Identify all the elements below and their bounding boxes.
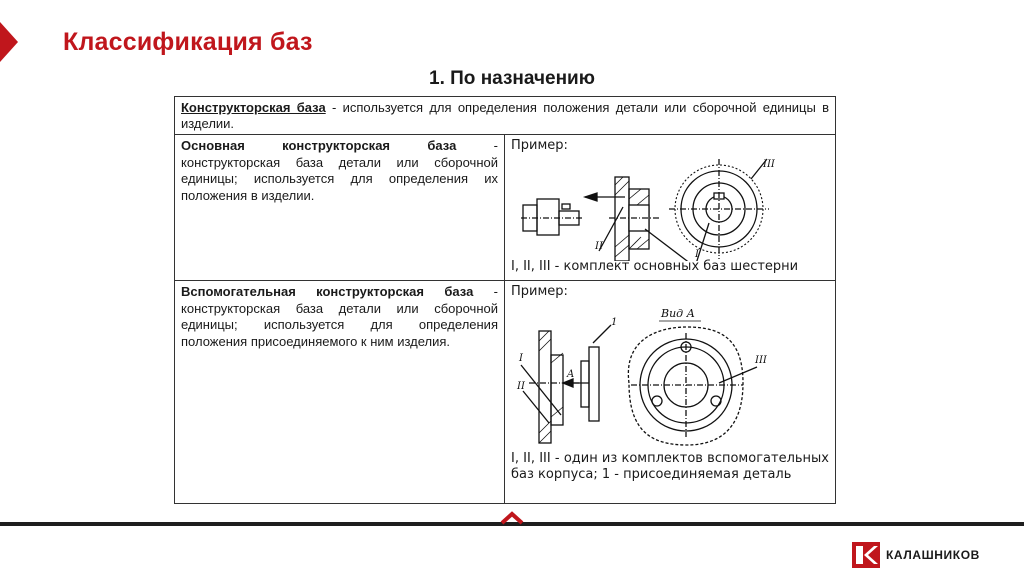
main-base-caption: I, II, III - комплект основных баз шестерни: [511, 259, 799, 274]
mark-i: I: [695, 249, 699, 260]
main-base-term: Основная конструкторская база: [181, 138, 457, 153]
aux-base-definition: - конструкторская база детали или сборочной единицы; используется для определения положения присоединяемого к ним изделия.: [181, 284, 498, 349]
mark-iii: III: [763, 159, 775, 170]
mark-a: A: [567, 369, 575, 380]
example-label: Пример:: [511, 284, 568, 299]
row-main-base-definition: [175, 135, 505, 281]
red-chevron-icon: [0, 22, 18, 62]
page-title: Классификация баз: [63, 28, 313, 56]
mark-iii: III: [755, 355, 767, 366]
kalashnikov-logo-icon: [852, 542, 880, 568]
gear-base-drawing: [519, 149, 829, 261]
main-base-definition: - конструкторская база детали или сборочной единицы; используется для определения их положения в изделии.: [181, 138, 498, 203]
mark-ii: II: [517, 381, 525, 392]
row-aux-base-example: [505, 281, 835, 503]
mark-1: 1: [611, 317, 618, 328]
example-label: Пример:: [511, 138, 568, 153]
row-aux-base-definition: [175, 281, 505, 503]
footer-chevron-icon: [500, 511, 524, 525]
section-subtitle: 1. По назначению: [429, 68, 595, 89]
head-term: Конструкторская база: [181, 100, 326, 115]
classification-table: [174, 96, 836, 504]
brand-name: КАЛАШНИКОВ: [886, 548, 980, 562]
mark-ii: II: [595, 241, 603, 252]
aux-base-term: Вспомогательная конструкторская база: [181, 284, 474, 299]
head-definition: - используется для определения положения детали или сборочной единицы в изделии.: [181, 100, 829, 131]
housing-base-drawing: [511, 297, 831, 451]
row-main-base-example: [505, 135, 835, 281]
aux-base-caption: I, II, III - один из комплектов вспомогательных баз корпуса; 1 - присоединяемая деталь: [511, 451, 829, 482]
table-head-row: [175, 97, 835, 135]
mark-i: I: [519, 353, 523, 364]
view-a-label: Вид А: [661, 307, 695, 320]
kalashnikov-logo: [852, 542, 980, 568]
